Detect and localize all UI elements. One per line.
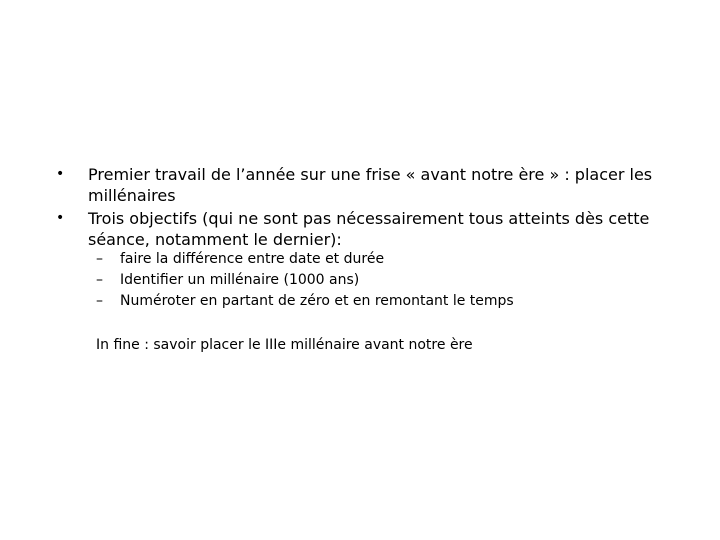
bullet-text: Premier travail de l’année sur une frise « avant notre ère » : placer les millénaires <box>88 165 653 205</box>
objective-text: faire la différence entre date et durée <box>120 251 385 267</box>
objectives-list <box>96 249 656 312</box>
conclusion-text: In fine : savoir placer le IIIe millénaire avant notre ère <box>96 337 473 353</box>
objective-item <box>96 291 656 312</box>
objective-text: Identifier un millénaire (1000 ans) <box>120 272 360 288</box>
dash-icon: – <box>96 251 103 267</box>
dash-icon: – <box>96 293 103 309</box>
objective-item <box>96 270 656 291</box>
bullet-item-premier-travail <box>56 164 666 206</box>
bullet-icon: • <box>56 166 65 182</box>
objective-text: Numéroter en partant de zéro et en remontant le temps <box>120 293 514 309</box>
bullet-text: Trois objectifs (qui ne sont pas nécessairement tous atteints dès cette séance, notamment le dernier): <box>88 209 650 249</box>
bullet-item-trois-objectifs <box>56 208 666 250</box>
objective-item <box>96 249 656 270</box>
bullet-icon: • <box>56 210 65 226</box>
bullet-list <box>56 164 666 252</box>
dash-icon: – <box>96 272 103 288</box>
